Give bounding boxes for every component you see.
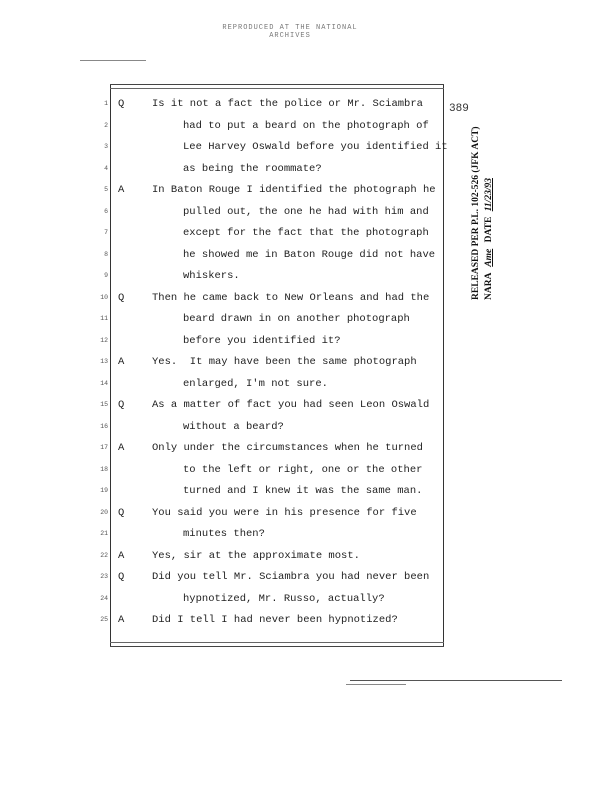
transcript-line xyxy=(0,524,612,544)
transcript-text: pulled out, the one he had with him and xyxy=(183,205,429,218)
line-number: 23 xyxy=(100,573,108,580)
frame-bottom-inner-border xyxy=(110,642,444,643)
line-number: 24 xyxy=(100,594,108,602)
transcript-line xyxy=(0,589,612,609)
transcript-line xyxy=(0,374,612,394)
line-number: 15 xyxy=(100,401,108,408)
line-number: 13 xyxy=(100,358,108,365)
transcript-text: minutes then? xyxy=(183,528,265,540)
line-number: 21 xyxy=(100,530,108,537)
bottom-rule xyxy=(350,680,562,681)
transcript-text: turned and I knew it was the same man. xyxy=(183,485,423,497)
transcript-text: hypnotized, Mr. Russo, actually? xyxy=(183,592,385,605)
line-number: 22 xyxy=(100,551,108,559)
transcript-text: to the left or right, one or the other xyxy=(183,463,423,476)
frame-top-border xyxy=(110,84,444,85)
line-number: 2 xyxy=(104,121,108,129)
transcript-line xyxy=(0,417,612,437)
stamp-date-label: DATE xyxy=(484,216,494,243)
archive-header-note: REPRODUCED AT THE NATIONAL ARCHIVES xyxy=(222,24,358,40)
transcript-line xyxy=(0,116,612,136)
transcript-text: whiskers. xyxy=(183,270,240,282)
transcript-line xyxy=(0,481,612,501)
line-number: 25 xyxy=(100,616,108,623)
speaker-label: A xyxy=(118,184,125,196)
line-number: 9 xyxy=(104,272,108,279)
line-number: 11 xyxy=(100,315,108,322)
transcript-text: Yes, sir at the approximate most. xyxy=(152,549,360,562)
transcript-text: As a matter of fact you had seen Leon Oswald xyxy=(152,399,430,411)
line-number: 14 xyxy=(100,379,108,387)
transcript-text: without a beard? xyxy=(183,420,284,433)
speaker-label: Q xyxy=(118,506,125,519)
speaker-label: A xyxy=(118,549,125,562)
transcript-line xyxy=(0,460,612,480)
release-stamp-text xyxy=(470,126,496,300)
transcript-text: You said you were in his presence for five xyxy=(152,506,417,519)
stamp-line-1: RELEASED PER P.L. 102-526 (JFK ACT) xyxy=(471,126,481,300)
speaker-label: Q xyxy=(118,399,125,411)
speaker-label: A xyxy=(118,614,125,626)
line-number: 8 xyxy=(104,250,108,258)
line-number: 16 xyxy=(100,422,108,430)
speaker-label: Q xyxy=(118,571,125,583)
transcript-line xyxy=(0,395,612,415)
line-number: 7 xyxy=(104,229,108,236)
transcript-text: Did you tell Mr. Sciambra you had never been xyxy=(152,571,430,583)
frame-top-inner-border xyxy=(110,88,444,89)
transcript-text: except for the fact that the photograph xyxy=(183,227,429,239)
line-number: 6 xyxy=(104,207,108,215)
transcript-text: enlarged, I'm not sure. xyxy=(183,377,328,390)
line-number: 5 xyxy=(104,186,108,193)
line-number: 19 xyxy=(100,487,108,494)
transcript-line xyxy=(0,546,612,566)
line-number: 4 xyxy=(104,164,108,172)
line-number: 18 xyxy=(100,465,108,473)
transcript-text: as being the roommate? xyxy=(183,162,322,175)
speaker-label: Q xyxy=(118,291,125,304)
transcript-line xyxy=(0,438,612,458)
stamp-date: 11/23/93 xyxy=(484,178,494,212)
line-number: 20 xyxy=(100,508,108,516)
transcript-line xyxy=(0,352,612,372)
page-number: 389 xyxy=(449,103,469,115)
transcript-line xyxy=(0,331,612,351)
transcript-text: Only under the circumstances when he turned xyxy=(152,442,423,454)
line-number: 12 xyxy=(100,336,108,344)
transcript-text: Lee Harvey Oswald before you identified it xyxy=(183,141,448,153)
transcript-line xyxy=(0,503,612,523)
frame-bottom-border xyxy=(110,646,444,647)
speaker-label: A xyxy=(118,356,125,368)
transcript-text: Is it not a fact the police or Mr. Sciambra xyxy=(152,98,423,110)
transcript-text: beard drawn in on another photograph xyxy=(183,313,410,325)
transcript-text: Then he came back to New Orleans and had the xyxy=(152,291,430,304)
transcript-text: had to put a beard on the photograph of xyxy=(183,119,429,132)
stamp-initials: Ame xyxy=(484,248,494,267)
line-number: 1 xyxy=(104,100,108,107)
line-number: 3 xyxy=(104,143,108,150)
speaker-label: A xyxy=(118,442,125,454)
speaker-label: Q xyxy=(118,98,125,110)
transcript-line xyxy=(0,309,612,329)
line-number: 10 xyxy=(100,293,108,301)
stamp-line-2 xyxy=(483,150,496,300)
transcript-line xyxy=(0,94,612,114)
transcript-text: Yes. It may have been the same photograph xyxy=(152,356,417,368)
release-stamp xyxy=(470,126,540,300)
transcript-line xyxy=(0,567,612,587)
transcript-text: Did I tell I had never been hypnotized? xyxy=(152,614,398,626)
stamp-nara-label: NARA xyxy=(484,273,494,300)
transcript-line xyxy=(0,610,612,630)
line-number: 17 xyxy=(100,444,108,451)
top-rule xyxy=(80,60,146,61)
bottom-rule-short xyxy=(346,684,406,685)
transcript-text: he showed me in Baton Rouge did not have xyxy=(183,248,436,261)
transcript-text: In Baton Rouge I identified the photograph he xyxy=(152,184,436,196)
transcript-text: before you identified it? xyxy=(183,334,341,347)
